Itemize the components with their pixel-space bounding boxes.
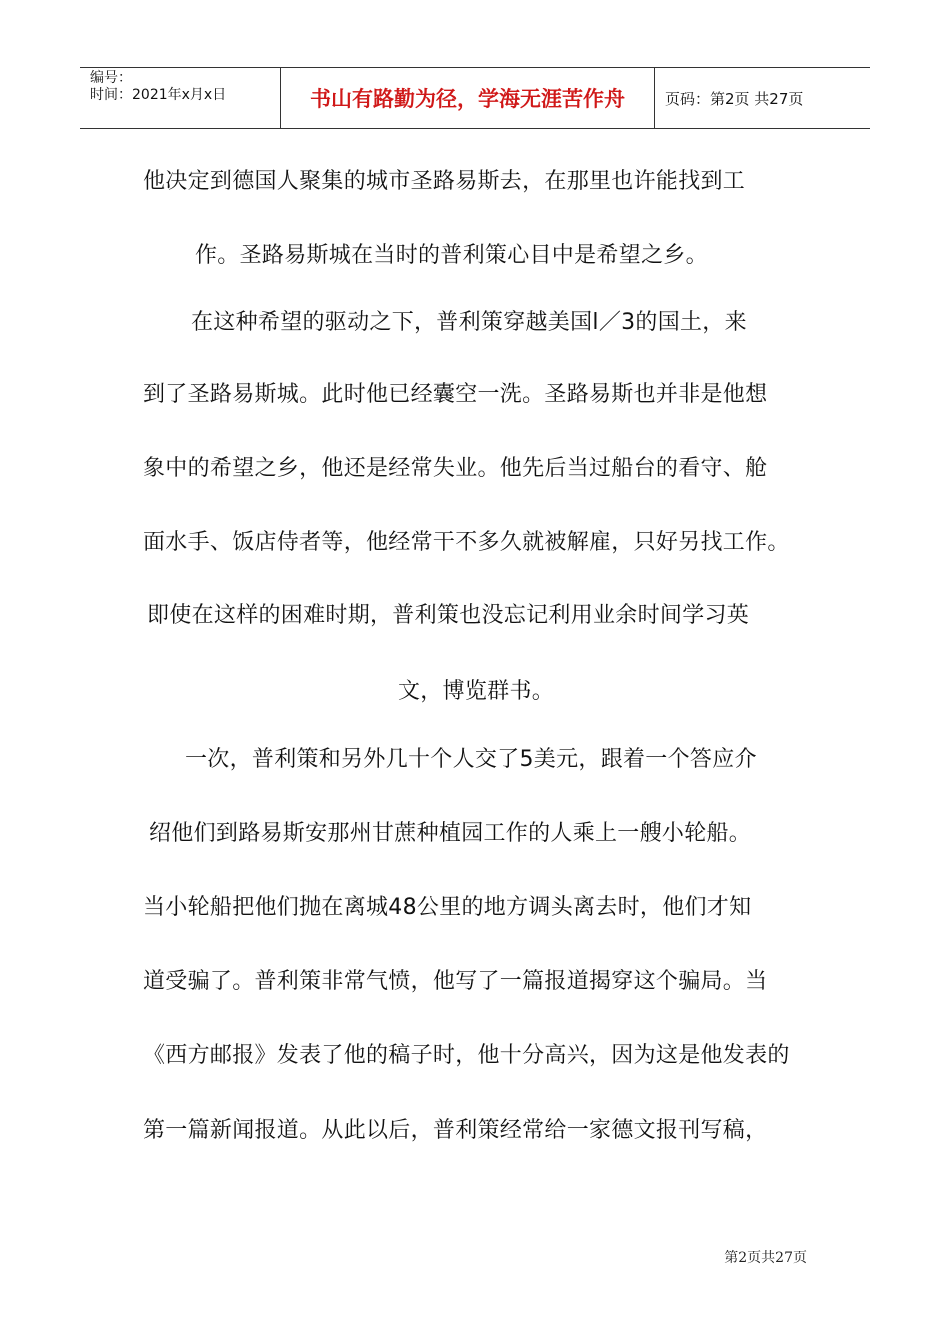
text-line: 他决定到德国人聚集的城市圣路易斯去，在那里也许能找到工: [143, 169, 746, 194]
text-line: 文，博览群书。: [397, 679, 555, 704]
page-footer: 第2页共27页: [724, 1250, 807, 1266]
text-line: 即使在这样的困难时期，普利策也没忘记利用业余时间学习英: [147, 603, 750, 628]
document-header: [80, 67, 870, 129]
time-label: 时间：2021年x月x日: [90, 87, 227, 103]
text-line: 象中的希望之乡，他还是经常失业。他先后当过船台的看守、舱: [143, 456, 768, 481]
text-line: 到了圣路易斯城。此时他已经囊空一洗。圣路易斯也并非是他想: [143, 382, 768, 407]
text-line: 在这种希望的驱动之下，普利策穿越美国l／3的国土，来: [191, 310, 747, 335]
text-line: 面水手、饭店侍者等，他经常干不多久就被解雇，只好另找工作。: [143, 530, 790, 555]
text-line: 第一篇新闻报道。从此以后，普利策经常给一家德文报刊写稿，: [143, 1118, 768, 1143]
text-line: 道受骗了。普利策非常气愤，他写了一篇报道揭穿这个骗局。当: [143, 969, 768, 994]
text-line: 绍他们到路易斯安那州甘蔗种植园工作的人乘上一艘小轮船。: [149, 821, 752, 846]
text-line: 当小轮船把他们抛在离城48公里的地方调头离去时，他们才知: [143, 895, 752, 920]
header-page-info: 页码：第2页 共27页: [665, 89, 804, 108]
text-line: 一次，普利策和另外几十个人交了5美元，跟着一个答应介: [185, 747, 757, 772]
header-motto: 书山有路勤为径，学海无涯苦作舟: [281, 68, 655, 128]
header-meta-cell: [80, 68, 281, 128]
text-line: 作。圣路易斯城在当时的普利策心目中是希望之乡。: [195, 243, 708, 268]
text-line: 《西方邮报》发表了他的稿子时，他十分高兴，因为这是他发表的: [143, 1043, 790, 1068]
number-label: 编号：: [90, 70, 132, 86]
